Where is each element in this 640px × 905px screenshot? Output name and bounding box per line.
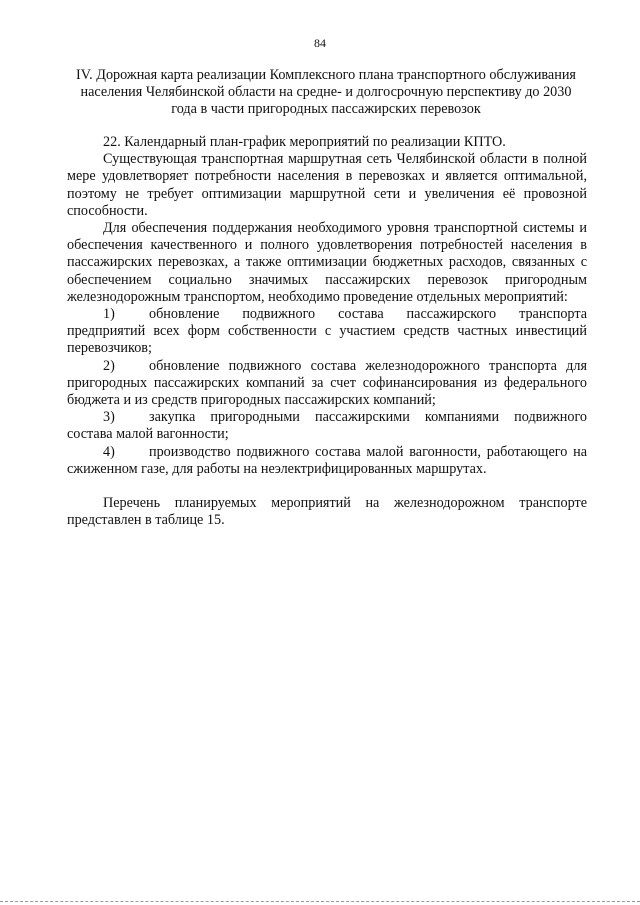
body-text <box>67 134 587 529</box>
list-item-number: 1) <box>103 306 115 323</box>
list-item-text: производство подвижного состава малой вагонности, работающего на сжиженном газе, для работы на неэлектрифицированных маршрутах. <box>67 443 587 477</box>
list-item-number: 4) <box>103 443 115 460</box>
list-item <box>67 306 587 358</box>
paragraph-network: Существующая транспортная маршрутная сеть Челябинской области в полной мере удовлетворяет потребности населения в перевозках и является оптимальной, поэтому не требует оптимизации маршрутной сети и увеличения её провозной способности. <box>67 151 587 219</box>
paragraph-table-reference: Перечень планируемых мероприятий на железнодорожном транспорте представлен в таблице 15. <box>67 495 587 529</box>
bottom-divider <box>0 901 640 902</box>
list-item-text: обновление подвижного состава пассажирского транспорта предприятий всех форм собственности с участием средств частных инвестиций перевозчиков; <box>67 306 587 357</box>
subsection-heading: 22. Календарный план-график мероприятий по реализации КПТО. <box>103 134 506 150</box>
paragraph-measures-intro: Для обеспечения поддержания необходимого уровня транспортной системы и обеспечения качественного и полного удовлетворения потребностей населения в пассажирских перевозках, а также оптимизации бюджетных расходов, связанных с обеспечением социально значимых пассажирских перевозок пригородным железнодорожным транспортом, необходимо проведение отдельных мероприятий: <box>67 220 587 305</box>
list-item-text: обновление подвижного состава железнодорожного транспорта для пригородных пассажирских компаний за счет софинансирования из федерального бюджета и из средств пригородных пассажирских компаний; <box>67 357 587 409</box>
list-item-number: 2) <box>103 357 115 374</box>
section-title: IV. Дорожная карта реализации Комплексного плана транспортного обслуживания населения Челябинской области на средне- и долгосрочную перспективу до 2030 года в части пригородных пассажирских перевозок <box>76 67 576 117</box>
list-item <box>67 444 587 478</box>
list-item <box>67 358 587 410</box>
list-item-text: закупка пригородными пассажирскими компаниями подвижного состава малой вагонности; <box>67 409 587 443</box>
page-number: 84 <box>314 36 326 50</box>
list-item <box>67 409 587 443</box>
list-item-number: 3) <box>103 409 115 426</box>
